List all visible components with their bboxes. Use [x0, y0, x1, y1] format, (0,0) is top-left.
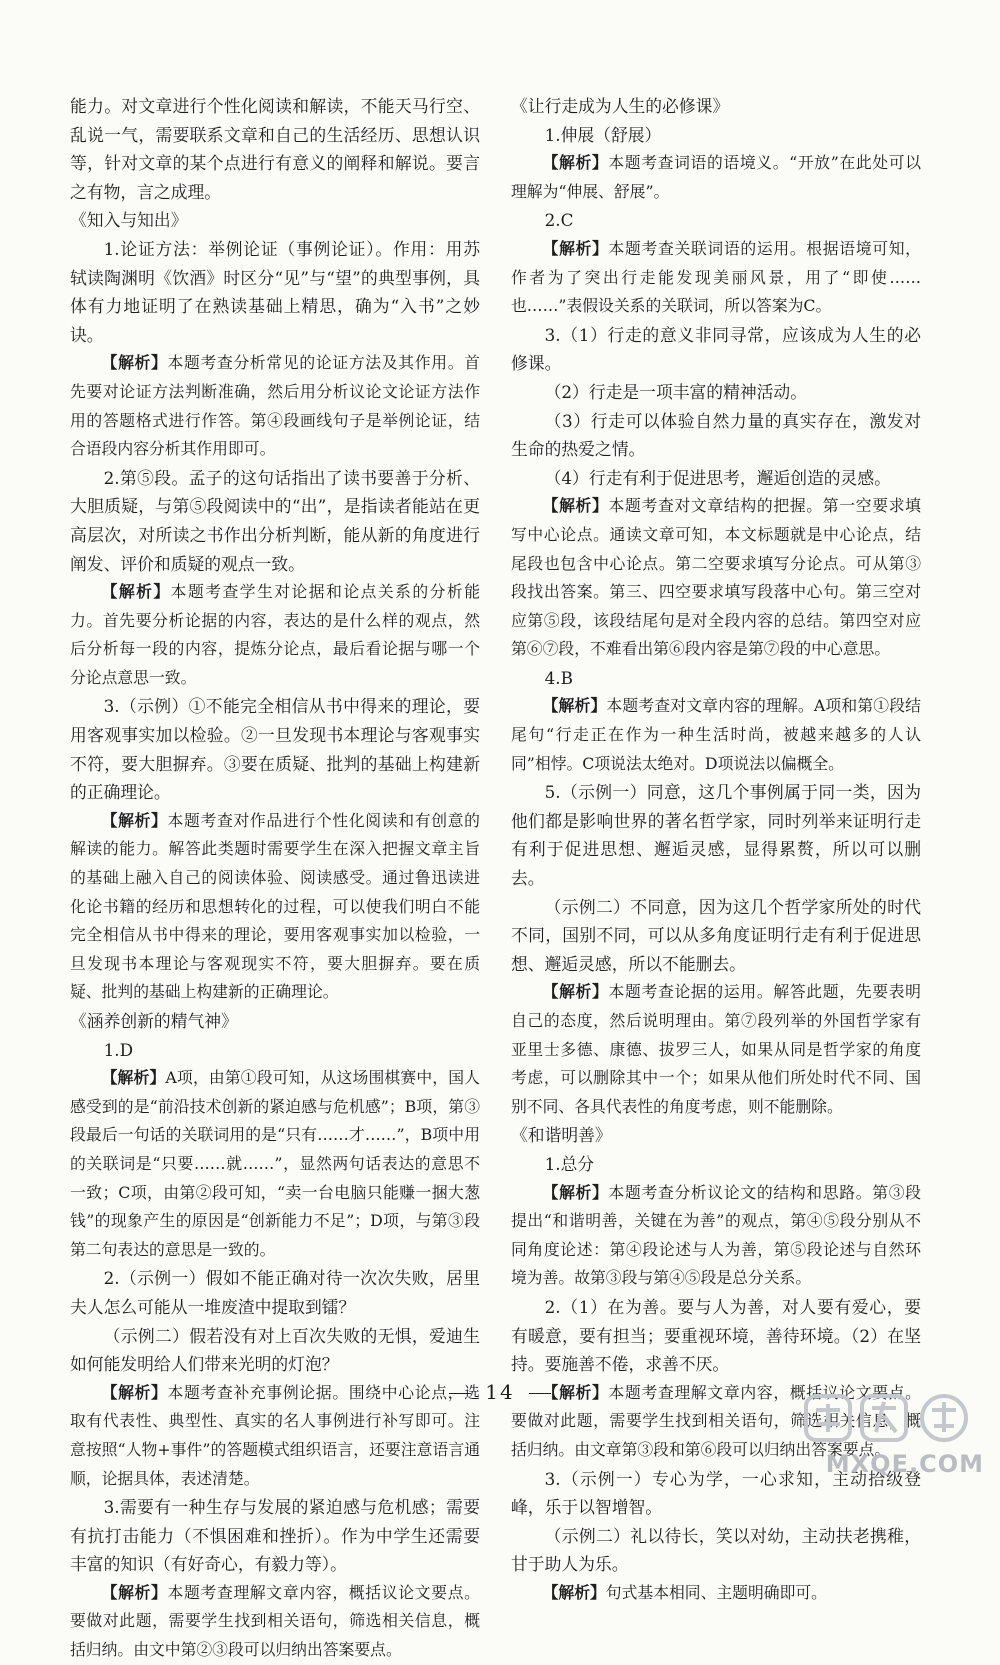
analysis: 【解析】本题考查学生对论据和论点关系的分析能力。首先要分析论据的内容，表达的是什么样的观点，然后分析每一段的内容，提炼分论点，最后看论据与哪一个分论点意思一致。 [70, 582, 480, 687]
page-number: 14 [0, 1380, 1000, 1404]
analysis-label: 【解析】 [542, 1582, 606, 1602]
analysis: 【解析】本题考查分析常见的论证方法及其作用。首先要对论证方法判断准确，然后用分析议论文论证方法作用的答题格式进行作答。第④段画线句子是举例论证，结合语段内容分析其作用即可。 [70, 353, 480, 459]
answer: 3.（示例）①不能完全相信从书中得来的理论，要用客观事实加以检验。②一旦发现书本理论与客观事实不符，要大胆摒弃。③要在质疑、批判的基础上构建新的正确理论。 [70, 696, 480, 803]
analysis-label: 【解析】 [101, 1582, 168, 1602]
analysis: 【解析】本题考查关联词语的运用。根据语境可知，作者为了突出行走能发现美丽风景，用了“即使……也……”表假设关系的关联词，所以答案为C。 [511, 238, 921, 316]
watermark-url: MXQE.COM [825, 1450, 984, 1478]
answer: （示例二）不同意，因为这几个哲学家所处的时代不同，国别不同，可以从多角度证明行走有利于促进思想、邂逅灵感，所以不能删去。 [511, 896, 921, 974]
analysis-label: 【解析】 [101, 353, 168, 373]
analysis-label: 【解析】 [101, 582, 171, 602]
paragraph: 能力。对文章进行个性化阅读和解读，不能天马行空、乱说一气，需要联系文章和自己的生活经历、思想认识等，针对文章的某个点进行有意义的阐释和解说。要言之有物，言之成理。 [70, 96, 480, 202]
analysis: 【解析】本题考查论据的运用。解答此题，先要表明自己的态度，然后说明理由。第⑦段列举的外国哲学家有亚里士多德、康德、拔罗三人，如果从同是哲学家的角度考虑，可以删除其中一个；如果从他们所处时代不同、国别不同、各具代表性的角度考虑，则不能删除。 [511, 982, 921, 1116]
answer: 2.C [544, 210, 574, 231]
answer: 1.D [103, 1039, 134, 1060]
answer: 1.总分 [544, 1153, 595, 1174]
analysis: 【解析】本题考查对文章内容的理解。A项和第①段结尾句“行走正在作为一种生活时尚，被越来越多的人认同”相悖。C项说法太绝对。D项说法以偏概全。 [511, 696, 921, 773]
answer: （示例二）礼以待长，笑以对幼，主动扶老携稚，甘于助人为乐。 [511, 1525, 921, 1575]
section-title: 《知入与知出》 [70, 210, 188, 231]
answer: 1.论证方法：举例论证（事例论证）。作用：用苏轼读陶渊明《饮酒》时区分“见”与“望”的典型事例，具体有力地证明了在熟读基础上精思，确为“入书”之妙诀。 [70, 238, 480, 345]
answer: 4.B [544, 667, 573, 688]
answer: （示例二）假若没有对上百次失败的无惧，爱迪生如何能发明给人们带来光明的灯泡？ [70, 1325, 480, 1375]
section-title: 《和谐明善》 [511, 1125, 612, 1146]
answer: 2.第⑤段。孟子的这句话指出了读书要善于分析、大胆质疑，与第⑤段阅读中的“出”，是指读者能站在更高层次，对所读之书作出分析判断，能从新的角度进行阐发、评价和质疑的观点一致。 [70, 467, 480, 574]
analysis-label: 【解析】 [542, 696, 607, 716]
analysis: 【解析】本题考查理解文章内容，概括议论文要点。要做对此题，需要学生找到相关语句，筛选相关信息，概括归纳。由文章第③段和第⑥段可以归纳出答案要点。 [511, 1382, 921, 1459]
analysis: 【解析】A项，由第①段可知，从这场围棋赛中，国人感受到的是“前沿技术创新的紧迫感与危机感”；B项，第③段最后一句话的关联词用的是“只有……才……”，B项中用的关联词是“只要……就……”，显然两句话表达的意思不一致；C项，由第②段可知，“卖一台电脑只能赚一捆大葱钱”的现象产生的原因是“创新能力不足”；D项，与第③段第二句表达的意思是一致的。 [70, 1068, 480, 1259]
answer: （4）行走有利于促进思考，邂逅创造的灵感。 [544, 467, 891, 488]
analysis-label: 【解析】 [542, 496, 609, 516]
answer: 2.（1）在为善。要与人为善，对人要有爱心，要有暖意，要有担当；要重视环境，善待环境。（2）在坚持。要施善不倦，求善不厌。 [511, 1296, 921, 1375]
analysis: 【解析】本题考查补充事例论据。围绕中心论点，选取有代表性、典型性、真实的名人事例进行补写即可。注意按照“人物+事件”的答题模式组织语言，还要注意语言通顺，论据具体，表述清楚。 [70, 1382, 480, 1488]
answer: 2.（示例一）假如不能正确对待一次次失败，居里夫人怎么可能从一堆废渣中提取到镭？ [70, 1268, 480, 1317]
site-watermark [796, 1388, 986, 1478]
answer: （3）行走可以体验自然力量的真实存在，激发对生命的热爱之情。 [511, 410, 921, 460]
analysis: 【解析】句式基本相同、主题明确即可。 [542, 1582, 827, 1602]
analysis: 【解析】本题考查理解文章内容，概括议论文要点。要做对此题，需要学生找到相关语句，筛选相关信息，概括归纳。由文中第②③段可以归纳出答案要点。 [70, 1582, 480, 1660]
analysis-label: 【解析】 [101, 810, 168, 830]
analysis-label: 【解析】 [542, 153, 609, 173]
section-title: 《涵养创新的精气神》 [70, 1011, 238, 1031]
analysis: 【解析】本题考查对作品进行个性化阅读和有创意的解读的能力。解答此类题时需要学生在深入把握文章主旨的基础上融入自己的阅读体验、阅读感受。通过鲁迅读进化论书籍的经历和思想转化的过程，可以使我们明白不能完全相信从书中得来的理论，要用客观事实加以检验，一旦发现书本理论与客观现实不符，要大胆摒弃。要在质疑、批判的基础上构建新的正确理论。 [70, 810, 480, 1002]
folio-dash-right [529, 1393, 551, 1394]
analysis-label: 【解析】 [542, 1382, 609, 1402]
answer: 1.伸展（舒展） [544, 124, 662, 145]
analysis-label: 【解析】 [542, 1182, 609, 1202]
folio-dash-left [449, 1393, 471, 1394]
answer: 3.需要有一种生存与发展的紧迫感与危机感；需要有抗打击能力（不惧困难和挫折）。作为中学生还需要丰富的知识（有好奇心，有毅力等）。 [70, 1497, 480, 1575]
answer: （2）行走是一项丰富的精神活动。 [544, 381, 807, 402]
answer: 3.（示例一）专心为学，一心求知，主动拾级登峰，乐于以智增智。 [511, 1468, 921, 1518]
left-column [70, 92, 480, 1665]
analysis-label: 【解析】 [101, 1068, 166, 1088]
section-title: 《让行走成为人生的必修课》 [511, 96, 730, 116]
analysis-label: 【解析】 [101, 1382, 168, 1402]
watermark-logo-icon [796, 1388, 986, 1446]
analysis-label: 【解析】 [542, 238, 609, 258]
analysis: 【解析】本题考查分析议论文的结构和思路。第③段提出“和谐明善，关键在为善”的观点，第④⑤段分别从不同角度论述：第④段论述与人为善，第⑤段论述与自然环境为善。故第③段与第④⑤段是总分关系。 [511, 1182, 921, 1288]
analysis: 【解析】本题考查对文章结构的把握。第一空要求填写中心论点。通读文章可知，本文标题就是中心论点，结尾段也包含中心论点。第二空要求填写分论点。可从第③段找出答案。第三、四空要求填写段落中心句。第三空对应第⑤段，该段结尾句是对全段内容的总结。第四空对应第⑥⑦段，不难看出第⑥段内容是第⑦段的中心意思。 [511, 496, 921, 659]
analysis: 【解析】本题考查词语的语境义。“开放”在此处可以理解为“伸展、舒展”。 [511, 153, 921, 201]
analysis-label: 【解析】 [542, 982, 609, 1002]
answer: 5.（示例一）同意，这几个事例属于同一类，因为他们都是影响世界的著名哲学家，同时列举来证明行走有利于促进思想、邂逅灵感，显得累赘，所以可以删去。 [511, 782, 921, 889]
answer: 3.（1）行走的意义非同寻常，应该成为人生的必修课。 [511, 324, 921, 374]
